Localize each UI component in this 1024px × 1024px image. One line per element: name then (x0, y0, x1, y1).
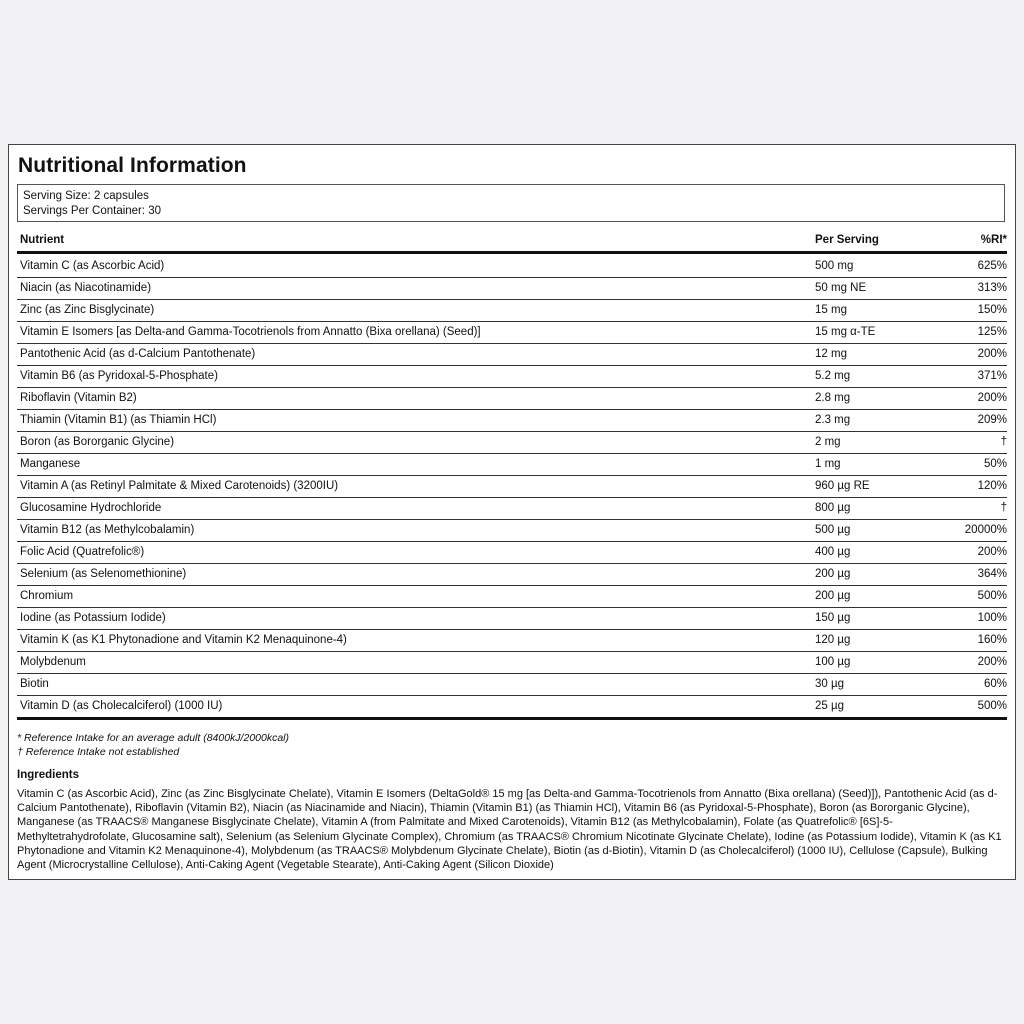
table-row (17, 608, 1007, 630)
table-row (17, 322, 1007, 344)
per-serving-cell: 15 mg (815, 304, 847, 316)
nutrient-cell: Boron (as Bororganic Glycine) (20, 436, 175, 448)
table-row (17, 300, 1007, 322)
nutrient-cell: Vitamin E Isomers [as Delta-and Gamma-Tocotrienols from Annatto (Bixa orellana) (Seed)] (20, 326, 481, 338)
ri-cell: 200% (977, 546, 1007, 558)
ri-cell: 209% (977, 414, 1007, 426)
nutrient-cell: Iodine (as Potassium Iodide) (20, 612, 166, 624)
header-ri: %RI* (980, 234, 1007, 246)
ri-cell: 125% (977, 326, 1007, 338)
per-serving-cell: 200 µg (815, 590, 851, 602)
footnotes (17, 731, 289, 759)
per-serving-cell: 30 µg (815, 678, 845, 690)
ri-cell: † (1000, 436, 1007, 448)
nutrient-cell: Niacin (as Niacotinamide) (20, 282, 152, 294)
ri-cell: 625% (977, 260, 1007, 272)
table-row (17, 256, 1007, 278)
header-nutrient: Nutrient (20, 234, 65, 246)
page-title: Nutritional Information (18, 154, 247, 177)
nutrient-cell: Manganese (20, 458, 81, 470)
per-serving-cell: 12 mg (815, 348, 847, 360)
table-row (17, 652, 1007, 674)
table-row (17, 454, 1007, 476)
nutrient-cell: Riboflavin (Vitamin B2) (20, 392, 137, 404)
nutrient-cell: Selenium (as Selenomethionine) (20, 568, 187, 580)
per-serving-cell: 1 mg (815, 458, 841, 470)
per-serving-cell: 960 µg RE (815, 480, 870, 492)
table-row (17, 520, 1007, 542)
per-serving-cell: 500 µg (815, 524, 851, 536)
nutrient-cell: Zinc (as Zinc Bisglycinate) (20, 304, 155, 316)
table-row (17, 366, 1007, 388)
nutrient-cell: Thiamin (Vitamin B1) (as Thiamin HCl) (20, 414, 217, 426)
table-row (17, 498, 1007, 520)
per-serving-cell: 150 µg (815, 612, 851, 624)
table-row (17, 630, 1007, 652)
table-row (17, 344, 1007, 366)
table-row (17, 388, 1007, 410)
ingredients-text: Vitamin C (as Ascorbic Acid), Zinc (as Zinc Bisglycinate Chelate), Vitamin E Isomers (DeltaGold® 15 mg [as Delta-and Gamma-Tocotrienols from Annatto (Bixa orellana) (Seed)]), Pantothenic Acid (as d-Calcium Pantothenate), Riboflavin (Vitamin B2), Niacin (as Niacinamide and Niacin), Thiamin (Vitamin B1) (as Thiamin HCl), Vitamin B6 (as Pyridoxal-5-Phosphate), Boron (as Bororganic Glycine), Manganese (as TRAACS® Manganese Bisglycinate Chelate), Vitamin A (from Palmitate and Mixed Carotenoids), Vitamin B12 (as Methylcobalamin), Folate (as Quatrefolic® [6S]-5-Methyltetrahydrofolate, Glucosamine salt), Selenium (as Selenium Glycinate Complex), Chromium (as TRAACS® Chromium Nicotinate Glycinate Chelate), Iodine (as Potassium Iodide), Vitamin K (as K1 Phytonadione and Vitamin K2 Menaquinone-4), Molybdenum (as TRAACS® Molybdenum Glycinate Chelate), Biotin (as d-Biotin), Vitamin D (as Cholecalciferol) (1000 IU), Cellulose (Capsule), Bulking Agent (Microcrystalline Cellulose), Anti-Caking Agent (Vegetable Stearate), Anti-Caking Agent (Silicon Dioxide) (17, 788, 1002, 872)
table-row (17, 674, 1007, 696)
per-serving-cell: 15 mg α-TE (815, 326, 876, 338)
ri-cell: 160% (977, 634, 1007, 646)
footnote-not-established: † Reference Intake not established (17, 746, 180, 758)
per-serving-cell: 400 µg (815, 546, 851, 558)
ri-cell: 20000% (964, 524, 1007, 536)
ri-cell: 200% (977, 348, 1007, 360)
per-serving-cell: 2.3 mg (815, 414, 851, 426)
serving-size: Serving Size: 2 capsules (23, 190, 149, 202)
table-row (17, 564, 1007, 586)
nutrient-cell: Vitamin A (as Retinyl Palmitate & Mixed Carotenoids) (3200IU) (20, 480, 339, 492)
per-serving-cell: 50 mg NE (815, 282, 867, 294)
per-serving-cell: 2.8 mg (815, 392, 851, 404)
nutrient-cell: Chromium (20, 590, 74, 602)
nutrient-cell: Pantothenic Acid (as d-Calcium Pantothenate) (20, 348, 256, 360)
ri-cell: 50% (983, 458, 1007, 470)
ri-cell: 500% (977, 590, 1007, 602)
ri-cell: 150% (977, 304, 1007, 316)
ri-cell: 200% (977, 392, 1007, 404)
per-serving-cell: 200 µg (815, 568, 851, 580)
per-serving-cell: 500 mg (815, 260, 854, 272)
table-row (17, 476, 1007, 498)
ri-cell: † (1000, 502, 1007, 514)
table-row (17, 542, 1007, 564)
nutrient-cell: Vitamin D (as Cholecalciferol) (1000 IU) (20, 700, 223, 712)
nutrition-panel (8, 144, 1016, 880)
table-row (17, 696, 1007, 720)
ri-cell: 371% (977, 370, 1007, 382)
nutrient-cell: Folic Acid (Quatrefolic®) (20, 546, 145, 558)
ri-cell: 364% (977, 568, 1007, 580)
per-serving-cell: 120 µg (815, 634, 851, 646)
nutrient-cell: Vitamin K (as K1 Phytonadione and Vitamin K2 Menaquinone-4) (20, 634, 347, 646)
per-serving-cell: 2 mg (815, 436, 841, 448)
nutrient-table-body (17, 256, 1007, 720)
serving-info-box (17, 184, 1005, 222)
per-serving-cell: 800 µg (815, 502, 851, 514)
servings-per-container: Servings Per Container: 30 (23, 205, 162, 217)
table-header (17, 231, 1007, 254)
ri-cell: 200% (977, 656, 1007, 668)
table-row (17, 410, 1007, 432)
nutrient-cell: Vitamin C (as Ascorbic Acid) (20, 260, 165, 272)
footnote-reference: * Reference Intake for an average adult (8400kJ/2000kcal) (17, 732, 290, 744)
nutrient-cell: Vitamin B6 (as Pyridoxal-5-Phosphate) (20, 370, 218, 382)
ingredients-title: Ingredients (17, 769, 79, 781)
nutrient-cell: Molybdenum (20, 656, 86, 668)
table-row (17, 586, 1007, 608)
table-row (17, 432, 1007, 454)
per-serving-cell: 25 µg (815, 700, 845, 712)
table-row (17, 278, 1007, 300)
nutrient-cell: Biotin (20, 678, 49, 690)
ri-cell: 60% (983, 678, 1007, 690)
header-per-serving: Per Serving (815, 234, 879, 246)
ri-cell: 313% (977, 282, 1007, 294)
ri-cell: 120% (977, 480, 1007, 492)
per-serving-cell: 100 µg (815, 656, 851, 668)
ri-cell: 500% (977, 700, 1007, 712)
nutrient-cell: Vitamin B12 (as Methylcobalamin) (20, 524, 195, 536)
nutrient-cell: Glucosamine Hydrochloride (20, 502, 162, 514)
ri-cell: 100% (977, 612, 1007, 624)
per-serving-cell: 5.2 mg (815, 370, 851, 382)
